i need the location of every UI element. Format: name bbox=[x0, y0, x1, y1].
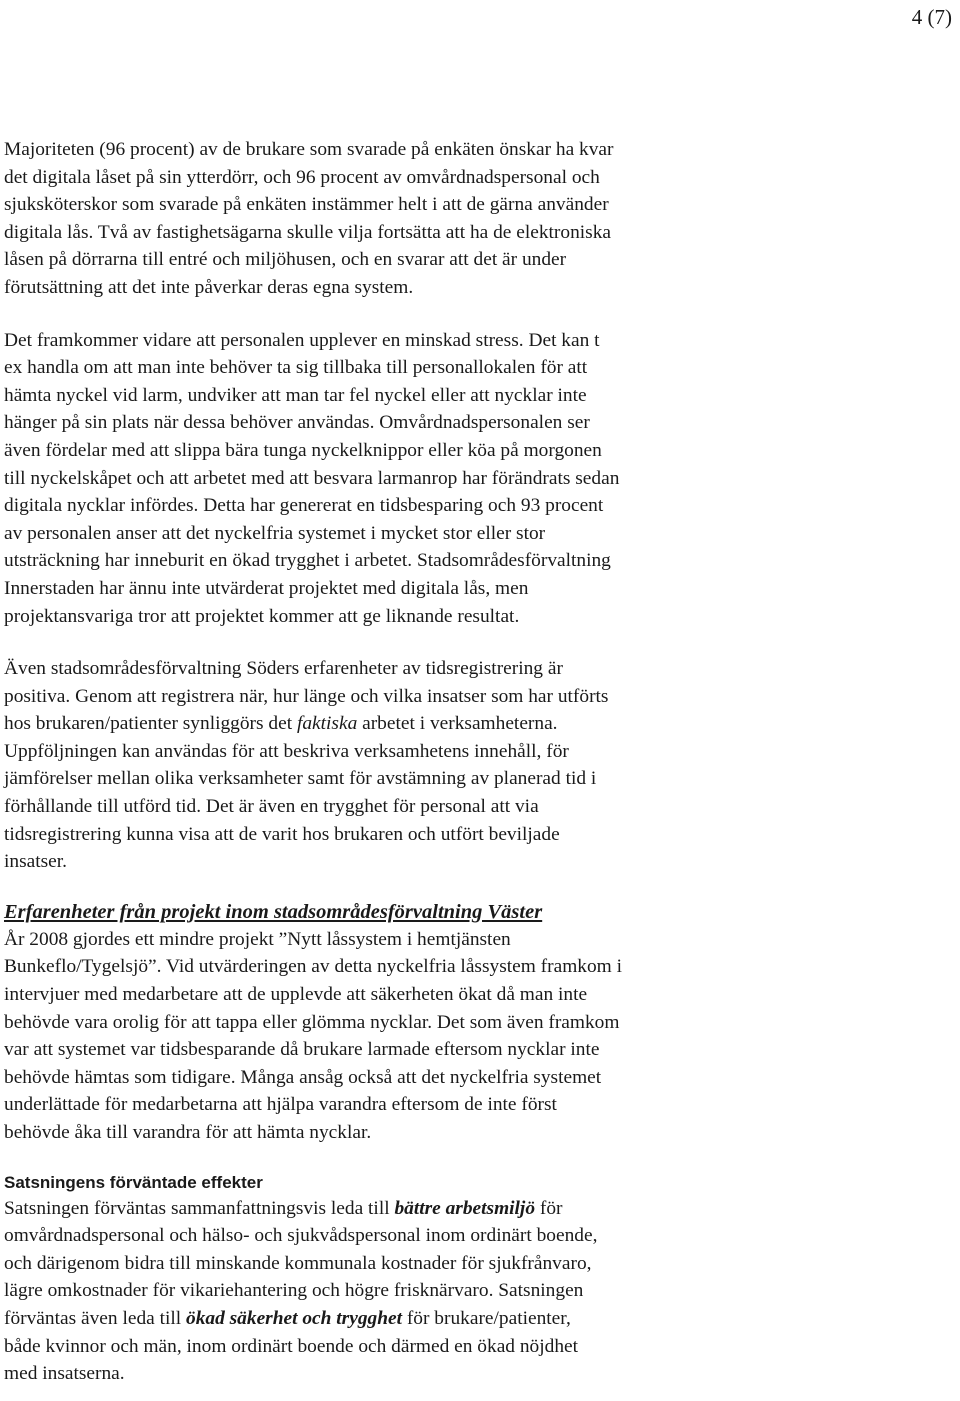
text-line: låsen på dörrarna till entré och miljöhusen, och en svarar att det är under bbox=[4, 249, 567, 271]
text-run: för brukare/patienter, bbox=[402, 1307, 571, 1329]
text-line: intervjuer med medarbetare att de upplevde att säkerheten ökat då man inte bbox=[4, 984, 588, 1006]
section-expected-effects bbox=[4, 1170, 949, 1388]
text-line: digitala nycklar infördes. Detta har genererat en tidsbesparing och 93 procent bbox=[4, 495, 604, 517]
text-line: Majoriteten (96 procent) av de brukare som svarade på enkäten önskar ha kvar bbox=[4, 139, 614, 160]
paragraph-user-survey bbox=[4, 136, 949, 302]
text-line: till nyckelskåpet och att arbetet med att besvara larmanrop har förändrats sedan bbox=[4, 467, 620, 489]
text-line: förhållande till utförd tid. Det är även en trygghet för personal att via bbox=[4, 796, 539, 818]
text-line bbox=[4, 710, 949, 738]
section-heading: Satsningens förväntade effekter bbox=[4, 1172, 263, 1192]
text-line: År 2008 gjordes ett mindre projekt ”Nytt låssystem i hemtjänsten bbox=[4, 928, 511, 950]
section-heading: Erfarenheter från projekt inom stadsområdesförvaltning Väster bbox=[4, 900, 543, 923]
text-line: det digitala låset på sin ytterdörr, och 96 procent av omvårdnadspersonal och bbox=[4, 166, 600, 188]
emphasis-text: faktiska bbox=[296, 713, 358, 735]
text-line: behövde åka till varandra för att hämta nycklar. bbox=[4, 1122, 372, 1143]
paragraph-staff-stress bbox=[4, 327, 949, 631]
text-line: projektansvariga tror att projektet kommer att ge liknande resultat. bbox=[4, 605, 520, 627]
text-line: behövde hämtas som tidigare. Många ansåg också att det nyckelfria systemet bbox=[4, 1066, 602, 1088]
page-number: 4 (7) bbox=[911, 5, 952, 29]
text-run: förväntas även leda till bbox=[4, 1307, 186, 1329]
text-line: omvårdnadspersonal och hälso- och sjukvådspersonal inom ordinärt boende, bbox=[4, 1225, 598, 1247]
text-line: underlättade för medarbetarna att hjälpa varandra eftersom de inte först bbox=[4, 1094, 557, 1116]
text-line: lägre omkostnader för vikariehantering och högre frisknärvaro. Satsningen bbox=[4, 1280, 584, 1302]
text-line: behövde vara orolig för att tappa eller glömma nycklar. Det som även framkom bbox=[4, 1011, 620, 1033]
text-run: för bbox=[535, 1197, 563, 1219]
text-line: och därigenom bidra till minskande kommunala kostnader för sjukfrånvaro, bbox=[4, 1252, 592, 1274]
text-line: Bunkeflo/Tygelsjö”. Vid utvärderingen av detta nyckelfria låssystem framkom i bbox=[4, 956, 622, 978]
text-line: digitala lås. Två av fastighetsägarna skulle vilja fortsätta att ha de elektroniska bbox=[4, 221, 612, 243]
text-line: sjuksköterskor som svarade på enkäten instämmer helt i att de gärna använder bbox=[4, 194, 609, 216]
text-run: Satsningen förväntas sammanfattningsvis leda till bbox=[4, 1197, 395, 1219]
text-line: hämta nyckel vid larm, undviker att man tar fel nyckel eller att nycklar inte bbox=[4, 384, 587, 406]
section-west-project bbox=[4, 899, 949, 1147]
emphasis-text: bättre arbetsmiljö bbox=[394, 1197, 536, 1219]
text-line: Uppföljningen kan användas för att beskriva verksamhetens innehåll, för bbox=[4, 740, 569, 762]
text-line: tidsregistrering kunna visa att de varit hos brukaren och utfört beviljade bbox=[4, 823, 560, 845]
text-line bbox=[4, 1195, 949, 1223]
text-line: även fördelar med att slippa bära tunga nyckelknippor eller köa på morgonen bbox=[4, 439, 602, 461]
text-line: insatser. bbox=[4, 851, 68, 873]
document-body bbox=[4, 136, 949, 1388]
text-line: positiva. Genom att registrera när, hur länge och vilka insatser som har utförts bbox=[4, 685, 609, 707]
text-line bbox=[4, 1305, 949, 1333]
text-line: Det framkommer vidare att personalen upplever en minskad stress. Det kan t bbox=[4, 329, 600, 351]
text-line: ex handla om att man inte behöver ta sig tillbaka till personallokalen för att bbox=[4, 357, 588, 379]
paragraph-time-registration bbox=[4, 655, 949, 876]
text-line: förutsättning att det inte påverkar deras egna system. bbox=[4, 276, 414, 298]
text-line: av personalen anser att det nyckelfria systemet i mycket stor eller stor bbox=[4, 522, 546, 544]
text-line: utsträckning har inneburit en ökad trygghet i arbetet. Stadsområdesförvaltning bbox=[4, 550, 611, 572]
text-line: Även stadsområdesförvaltning Söders erfarenheter av tidsregistrering är bbox=[4, 658, 563, 680]
text-run: arbetet i verksamheterna. bbox=[357, 713, 558, 735]
text-run: hos brukaren/patienter synliggörs det bbox=[4, 713, 297, 735]
text-line: var att systemet var tidsbesparande då brukare larmade eftersom nycklar inte bbox=[4, 1039, 600, 1061]
text-line: med insatserna. bbox=[4, 1363, 125, 1385]
emphasis-text: ökad säkerhet och trygghet bbox=[186, 1307, 402, 1329]
text-line: Innerstaden har ännu inte utvärderat projektet med digitala lås, men bbox=[4, 577, 529, 599]
text-line: jämförelser mellan olika verksamheter samt för avstämning av planerad tid i bbox=[4, 768, 597, 790]
text-line: hänger på sin plats när dessa behöver användas. Omvårdnadspersonalen ser bbox=[4, 412, 590, 434]
text-line: både kvinnor och män, inom ordinärt boende och därmed en ökad nöjdhet bbox=[4, 1335, 579, 1357]
